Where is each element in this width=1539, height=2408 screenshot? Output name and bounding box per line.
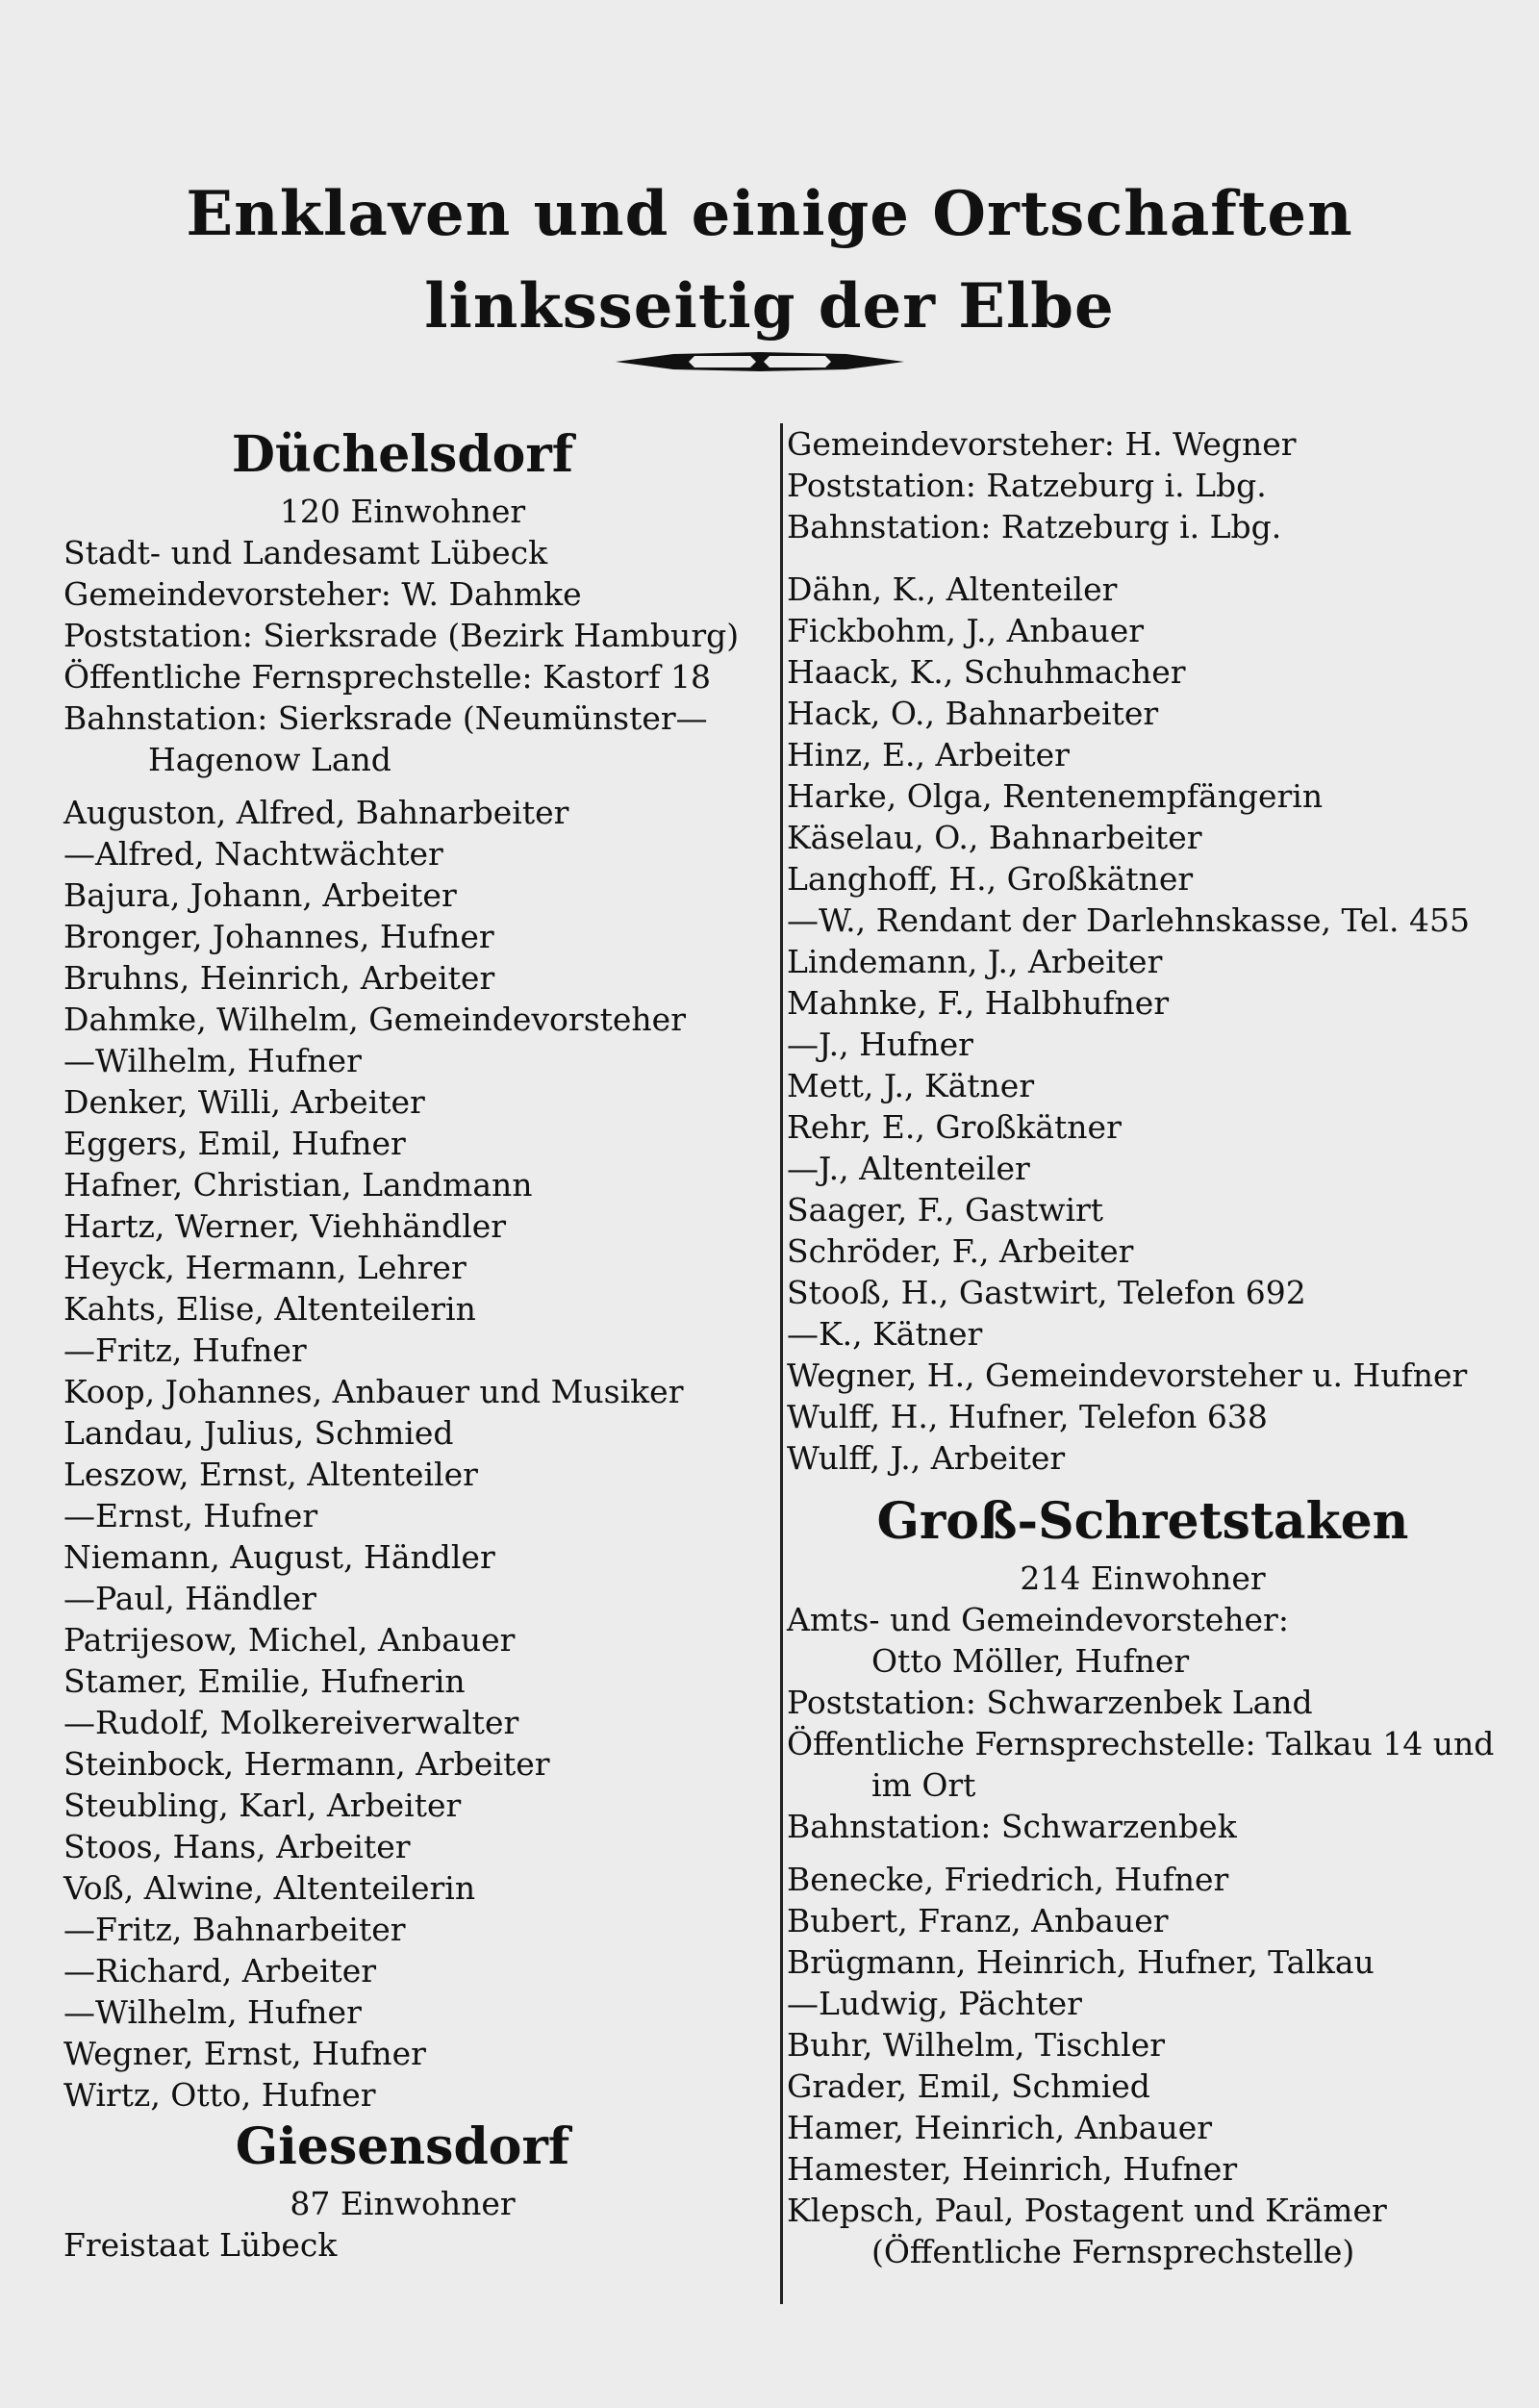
info-line: im Ort bbox=[871, 1766, 976, 1804]
list-item: Hafner, Christian, Landmann bbox=[63, 1166, 533, 1204]
page-title bbox=[0, 168, 1539, 353]
list-item: Hack, O., Bahnarbeiter bbox=[787, 695, 1159, 732]
list-item: Steubling, Karl, Arbeiter bbox=[63, 1787, 462, 1824]
list-item: Saager, F., Gastwirt bbox=[787, 1191, 1104, 1229]
list-item: Käselau, O., Bahnarbeiter bbox=[787, 819, 1202, 856]
list-item: —Richard, Arbeiter bbox=[63, 1952, 377, 1990]
list-item: —K., Kätner bbox=[787, 1315, 983, 1353]
info-line: Poststation: Schwarzenbek Land bbox=[787, 1684, 1313, 1721]
list-item: Niemann, August, Händler bbox=[63, 1538, 495, 1576]
list-item: Voß, Alwine, Altenteilerin bbox=[63, 1869, 476, 1907]
list-item: Hamester, Heinrich, Hufner bbox=[787, 2150, 1238, 2188]
section-heading-duechelsdorf: Düchelsdorf bbox=[231, 425, 574, 484]
list-item: Mett, J., Kätner bbox=[787, 1067, 1035, 1104]
list-item: Patrijesow, Michel, Anbauer bbox=[63, 1621, 516, 1659]
list-item: Wirtz, Otto, Hufner bbox=[63, 2076, 376, 2114]
list-item: Langhoff, H., Großkätner bbox=[787, 860, 1194, 898]
list-item: Haack, K., Schuhmacher bbox=[787, 653, 1186, 691]
list-item: Leszow, Ernst, Altenteiler bbox=[63, 1456, 478, 1493]
right-column bbox=[787, 423, 1499, 2272]
list-item: Buhr, Wilhelm, Tischler bbox=[787, 2026, 1166, 2064]
list-item: —Fritz, Hufner bbox=[63, 1331, 307, 1369]
list-item: Kahts, Elise, Altenteilerin bbox=[63, 1290, 476, 1328]
info-line: Otto Möller, Hufner bbox=[871, 1642, 1190, 1680]
list-item: Brügmann, Heinrich, Hufner, Talkau bbox=[787, 1943, 1375, 1981]
info-line: Gemeindevorsteher: H. Wegner bbox=[787, 425, 1297, 463]
list-item: Eggers, Emil, Hufner bbox=[63, 1125, 406, 1162]
list-item: (Öffentliche Fernsprechstelle) bbox=[871, 2233, 1355, 2270]
list-item: Heyck, Hermann, Lehrer bbox=[63, 1249, 467, 1286]
list-item: Benecke, Friedrich, Hufner bbox=[787, 1861, 1229, 1898]
population-gross-schretstaken: 214 Einwohner bbox=[1020, 1559, 1266, 1597]
title-line-2: linksseitig der Elbe bbox=[424, 270, 1115, 342]
list-item: Bronger, Johannes, Hufner bbox=[63, 918, 494, 955]
ornament-divider-icon bbox=[616, 348, 904, 375]
list-item: —J., Altenteiler bbox=[787, 1150, 1030, 1187]
list-item: —Wilhelm, Hufner bbox=[63, 1042, 362, 1079]
list-item: Bruhns, Heinrich, Arbeiter bbox=[63, 959, 495, 997]
title-line-1: Enklaven und einige Ortschaften bbox=[186, 178, 1353, 250]
list-item: Stoos, Hans, Arbeiter bbox=[63, 1828, 411, 1865]
list-item: Koop, Johannes, Anbauer und Musiker bbox=[63, 1373, 684, 1410]
list-item: —Ludwig, Pächter bbox=[787, 1985, 1082, 2022]
info-line: Bahnstation: Schwarzenbek bbox=[787, 1808, 1237, 1845]
list-item: Dähn, K., Altenteiler bbox=[787, 570, 1118, 608]
info-line: Hagenow Land bbox=[148, 741, 391, 778]
list-item: Lindemann, J., Arbeiter bbox=[787, 943, 1163, 980]
info-line: Öffentliche Fernsprechstelle: Talkau 14 und bbox=[787, 1725, 1495, 1762]
list-item: —Paul, Händler bbox=[63, 1580, 316, 1617]
info-line: Bahnstation: Sierksrade (Neumünster— bbox=[63, 699, 708, 737]
list-item: Stamer, Emilie, Hufnerin bbox=[63, 1662, 466, 1700]
info-line: Amts- und Gemeindevorsteher: bbox=[787, 1601, 1289, 1638]
list-item: Mahnke, F., Halbhufner bbox=[787, 984, 1170, 1022]
info-line: Stadt- und Landesamt Lübeck bbox=[63, 534, 548, 571]
population-duechelsdorf: 120 Einwohner bbox=[279, 493, 526, 530]
list-item: Hamer, Heinrich, Anbauer bbox=[787, 2109, 1213, 2146]
info-line: Bahnstation: Ratzeburg i. Lbg. bbox=[787, 508, 1282, 545]
list-item: Wulff, H., Hufner, Telefon 638 bbox=[787, 1398, 1268, 1435]
list-item: —Wilhelm, Hufner bbox=[63, 1993, 362, 2031]
list-item: Klepsch, Paul, Postagent und Krämer bbox=[787, 2192, 1387, 2229]
info-line: Poststation: Ratzeburg i. Lbg. bbox=[787, 467, 1267, 504]
section-heading-giesensdorf: Giesensdorf bbox=[235, 2117, 570, 2176]
list-item: —W., Rendant der Darlehnskasse, Tel. 455 bbox=[787, 901, 1470, 939]
list-item: Bajura, Johann, Arbeiter bbox=[63, 876, 457, 914]
list-item: Denker, Willi, Arbeiter bbox=[63, 1083, 425, 1121]
list-item: Dahmke, Wilhelm, Gemeindevorsteher bbox=[63, 1001, 686, 1038]
info-line: Poststation: Sierksrade (Bezirk Hamburg) bbox=[63, 617, 740, 654]
list-item: Wegner, H., Gemeindevorsteher u. Hufner bbox=[787, 1356, 1468, 1394]
info-line: Öffentliche Fernsprechstelle: Kastorf 18 bbox=[63, 658, 711, 696]
list-item: —Ernst, Hufner bbox=[63, 1497, 318, 1534]
info-line: Gemeindevorsteher: W. Dahmke bbox=[63, 575, 582, 613]
list-item: Auguston, Alfred, Bahnarbeiter bbox=[63, 794, 569, 831]
list-item: Rehr, E., Großkätner bbox=[787, 1108, 1122, 1146]
list-item: —Rudolf, Molkereiverwalter bbox=[63, 1704, 519, 1741]
column-divider bbox=[780, 423, 783, 2304]
list-item: Fickbohm, J., Anbauer bbox=[787, 612, 1145, 649]
info-line: Freistaat Lübeck bbox=[63, 2226, 338, 2264]
list-item: Landau, Julius, Schmied bbox=[63, 1414, 454, 1452]
list-item: Schröder, F., Arbeiter bbox=[787, 1232, 1134, 1270]
left-column bbox=[63, 423, 742, 2266]
list-item: Hartz, Werner, Viehhändler bbox=[63, 1207, 507, 1245]
list-item: Steinbock, Hermann, Arbeiter bbox=[63, 1745, 550, 1783]
population-giesensdorf: 87 Einwohner bbox=[290, 2185, 516, 2222]
list-item: Hinz, E., Arbeiter bbox=[787, 736, 1070, 773]
list-item: Wegner, Ernst, Hufner bbox=[63, 2035, 426, 2072]
list-item: Stooß, H., Gastwirt, Telefon 692 bbox=[787, 1274, 1306, 1311]
list-item: —Alfred, Nachtwächter bbox=[63, 835, 443, 873]
list-item: Grader, Emil, Schmied bbox=[787, 2067, 1150, 2105]
list-item: —J., Hufner bbox=[787, 1026, 973, 1063]
list-item: Bubert, Franz, Anbauer bbox=[787, 1902, 1169, 1939]
list-item: Harke, Olga, Rentenempfängerin bbox=[787, 777, 1324, 815]
section-heading-gross-schretstaken: Groß-Schretstaken bbox=[876, 1492, 1409, 1551]
list-item: Wulff, J., Arbeiter bbox=[787, 1439, 1066, 1477]
list-item: —Fritz, Bahnarbeiter bbox=[63, 1911, 406, 1948]
